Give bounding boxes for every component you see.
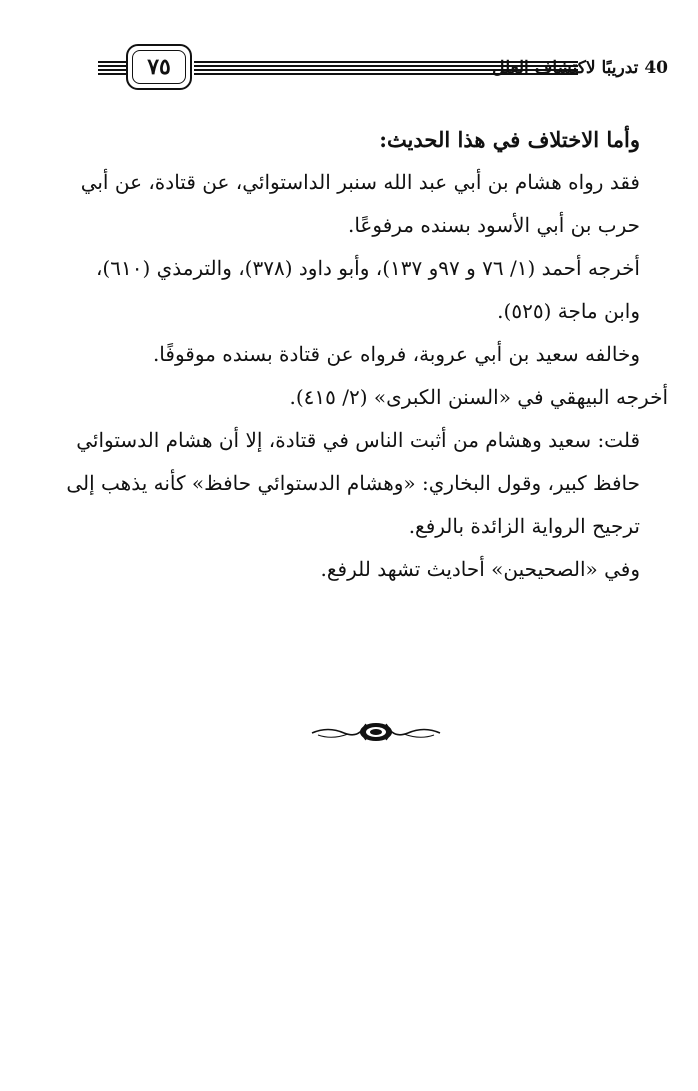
paragraph: أخرجه البيهقي في «السنن الكبرى» (٢/ ٤١٥). <box>289 385 668 409</box>
page-body <box>56 118 668 591</box>
paragraph: أخرجه أحمد (١/ ٧٦ و ٩٧و ١٣٧)، وأبو داود (٣٧٨)، والترمذي (٦١٠)، وابن ماجة (٥٢٥). <box>95 256 640 323</box>
paragraph: قلت: سعيد وهشام من أثبت الناس في قتادة، إلا أن هشام الدستوائي حافظ كبير، وقول البخاري: «وهشام الدستوائي حافظ» كأنه يذهب إلى ترجيح الرواية الزائدة بالرفع. <box>66 428 640 538</box>
page-header <box>98 44 668 94</box>
header-rule-left <box>98 61 126 77</box>
page-number-box <box>126 44 192 90</box>
section-heading: وأما الاختلاف في هذا الحديث: <box>379 127 640 152</box>
page-number: ٧٥ <box>132 50 186 84</box>
floral-divider-icon <box>308 712 444 752</box>
paragraph: وخالفه سعيد بن أبي عروبة، فرواه عن قتادة بسنده موقوفًا. <box>152 342 640 366</box>
running-title: 40 تدريبًا لاكتشاف العلل <box>492 58 668 78</box>
paragraph: وفي «الصحيحين» أحاديث تشهد للرفع. <box>320 557 640 581</box>
paragraph: فقد رواه هشام بن أبي عبد الله سنبر الداستوائي، عن قتادة، عن أبي حرب بن أبي الأسود بسنده مرفوعًا. <box>80 170 640 237</box>
